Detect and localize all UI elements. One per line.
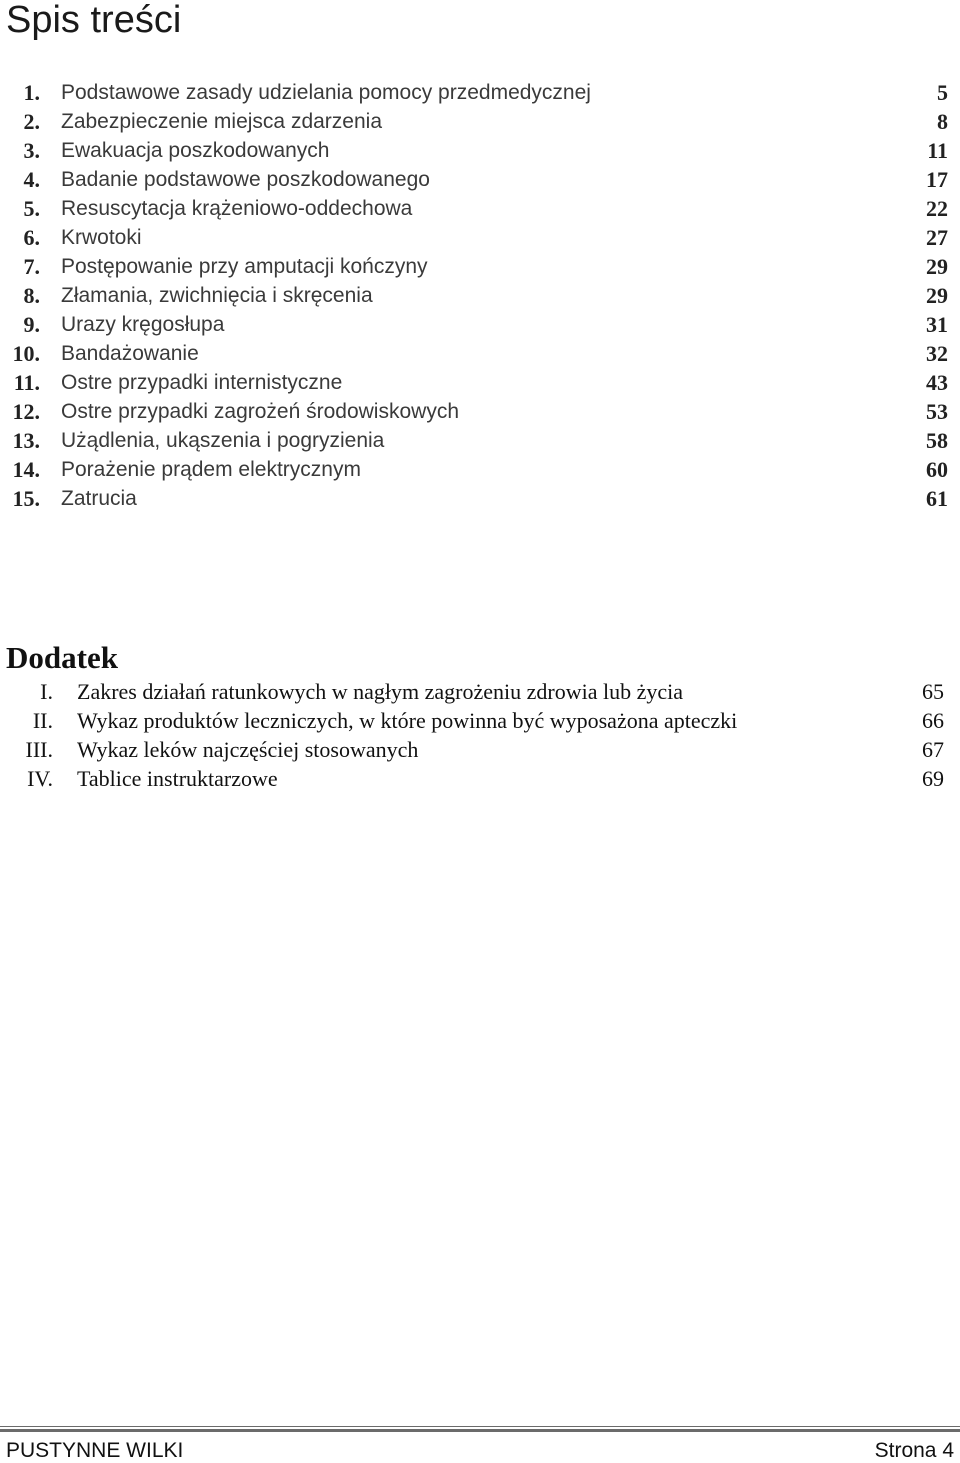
toc-entry-page: 17 <box>926 167 948 192</box>
toc-entry-number: 4. <box>23 167 40 192</box>
toc-entry-page: 60 <box>926 457 948 482</box>
appendix-entry[interactable] <box>0 677 960 706</box>
toc-entry-number: 8. <box>23 283 40 308</box>
appendix-entry-page: 67 <box>922 737 944 762</box>
toc-entry[interactable] <box>0 310 960 339</box>
toc-entry[interactable] <box>0 281 960 310</box>
toc-entry-page: 53 <box>926 399 948 424</box>
appendix-entry-page: 65 <box>922 679 944 704</box>
appendix-entry-label: Zakres działań ratunkowych w nagłym zagrożeniu zdrowia lub życia <box>77 679 683 704</box>
toc-entry-number: 2. <box>23 109 40 134</box>
toc-entry[interactable] <box>0 78 960 107</box>
toc-entry[interactable] <box>0 484 960 513</box>
toc-entry-label: Badanie podstawowe poszkodowanego <box>61 168 430 191</box>
toc-entry[interactable] <box>0 252 960 281</box>
toc-entry-page: 58 <box>926 428 948 453</box>
appendix-entry-number: III. <box>25 737 53 762</box>
toc-entry-number: 7. <box>23 254 40 279</box>
appendix-entry-label: Tablice instruktarzowe <box>77 766 278 791</box>
toc-entry-number: 14. <box>12 457 40 482</box>
toc-entry-number: 9. <box>23 312 40 337</box>
toc-entry-label: Resuscytacja krążeniowo-oddechowa <box>61 197 413 220</box>
toc-entry-label: Złamania, zwichnięcia i skręcenia <box>61 284 373 307</box>
toc-entry-label: Podstawowe zasady udzielania pomocy przedmedycznej <box>61 81 591 104</box>
appendix-entry-page: 69 <box>922 766 944 791</box>
toc-entry[interactable] <box>0 455 960 484</box>
footer-left-text: PUSTYNNE WILKI <box>6 1439 184 1462</box>
appendix-entry[interactable] <box>0 735 960 764</box>
toc-entry-label: Zabezpieczenie miejsca zdarzenia <box>61 110 382 133</box>
appendix-entry-page: 66 <box>922 708 944 733</box>
toc-entry-label: Bandażowanie <box>61 342 199 365</box>
toc-entry-page: 31 <box>926 312 948 337</box>
toc-entry-page: 8 <box>937 109 948 134</box>
toc-entry-number: 10. <box>12 341 40 366</box>
toc-entry-label: Użądlenia, ukąszenia i pogryzienia <box>61 429 385 452</box>
toc-entry-number: 15. <box>12 486 40 511</box>
appendix-entry-number: I. <box>40 679 53 704</box>
toc-entry-page: 61 <box>926 486 948 511</box>
toc-entry-number: 1. <box>23 80 40 105</box>
toc-entry-label: Ewakuacja poszkodowanych <box>61 139 330 162</box>
appendix-list <box>0 677 960 793</box>
toc-entry[interactable] <box>0 397 960 426</box>
toc-entry-label: Urazy kręgosłupa <box>61 313 225 336</box>
toc-entry[interactable] <box>0 165 960 194</box>
appendix-entry-label: Wykaz produktów leczniczych, w które powinna być wyposażona apteczki <box>77 708 738 733</box>
toc-entry-number: 13. <box>12 428 40 453</box>
toc-entry-number: 3. <box>23 138 40 163</box>
table-of-contents <box>0 78 960 513</box>
toc-entry-number: 6. <box>23 225 40 250</box>
toc-entry-page: 22 <box>926 196 948 221</box>
toc-entry-number: 11. <box>13 370 40 395</box>
toc-entry-label: Krwotoki <box>61 226 142 249</box>
appendix-heading: Dodatek <box>6 640 118 675</box>
footer-divider <box>0 1426 960 1432</box>
toc-entry-label: Porażenie prądem elektrycznym <box>61 458 361 481</box>
appendix-entry-number: II. <box>32 708 53 733</box>
toc-entry-label: Ostre przypadki zagrożeń środowiskowych <box>61 400 459 423</box>
appendix-entry-label: Wykaz leków najczęściej stosowanych <box>77 737 419 762</box>
toc-entry-number: 12. <box>12 399 40 424</box>
toc-entry[interactable] <box>0 136 960 165</box>
page-title: Spis treści <box>6 0 182 41</box>
toc-entry-page: 32 <box>926 341 948 366</box>
appendix-entry-number: IV. <box>27 766 53 791</box>
toc-entry[interactable] <box>0 426 960 455</box>
toc-entry-page: 11 <box>927 138 948 163</box>
toc-entry-number: 5. <box>23 196 40 221</box>
toc-entry-page: 5 <box>937 80 948 105</box>
toc-entry[interactable] <box>0 107 960 136</box>
toc-entry[interactable] <box>0 223 960 252</box>
appendix-entry[interactable] <box>0 764 960 793</box>
footer-page-number: Strona 4 <box>874 1439 954 1462</box>
toc-entry[interactable] <box>0 339 960 368</box>
toc-entry-label: Zatrucia <box>61 487 137 510</box>
appendix-entry[interactable] <box>0 706 960 735</box>
toc-entry-page: 27 <box>926 225 948 250</box>
toc-entry-page: 43 <box>926 370 948 395</box>
toc-entry-label: Ostre przypadki internistyczne <box>61 371 343 394</box>
toc-entry-label: Postępowanie przy amputacji kończyny <box>61 255 428 278</box>
toc-entry-page: 29 <box>926 283 948 308</box>
toc-entry[interactable] <box>0 194 960 223</box>
toc-entry-page: 29 <box>926 254 948 279</box>
toc-entry[interactable] <box>0 368 960 397</box>
